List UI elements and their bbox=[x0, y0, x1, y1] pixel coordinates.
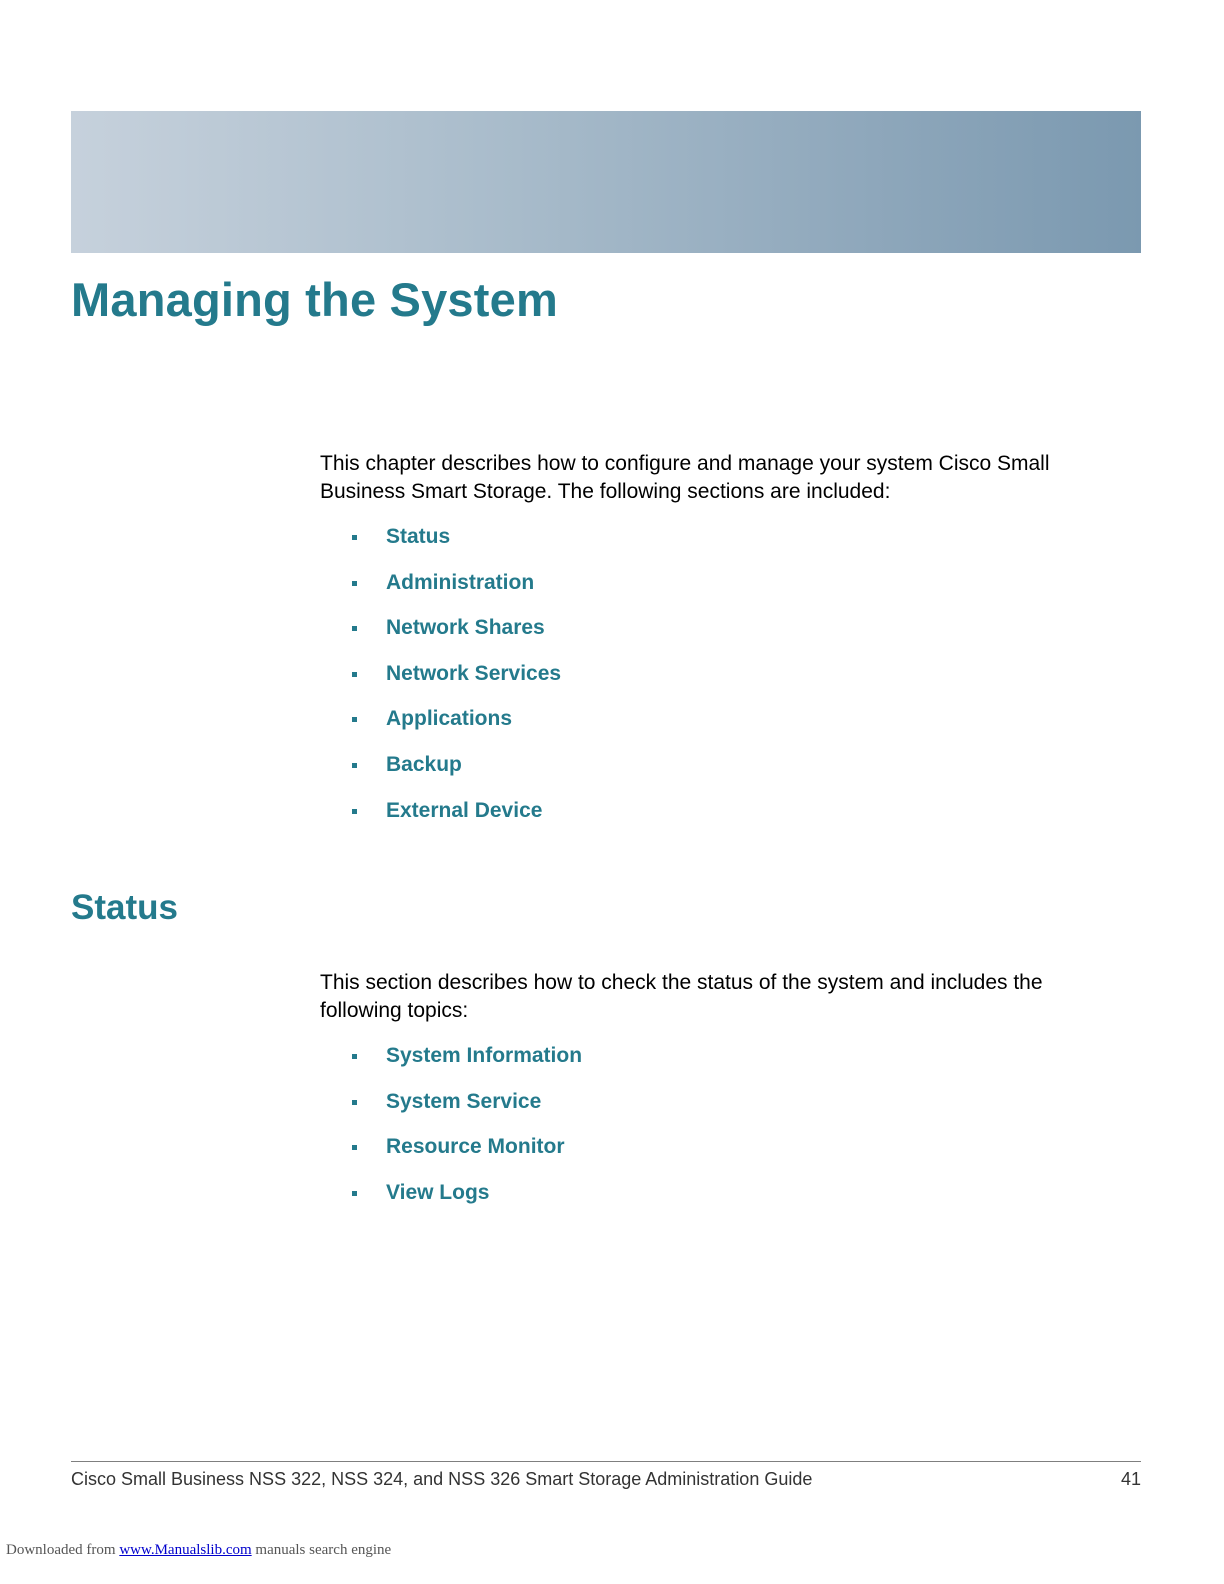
bullet-icon bbox=[352, 672, 357, 677]
bullet-icon bbox=[352, 1100, 357, 1105]
footer-guide-title: Cisco Small Business NSS 322, NSS 324, and NSS 326 Smart Storage Administration Guide bbox=[71, 1469, 813, 1489]
footer-divider bbox=[71, 1461, 1141, 1462]
topic-link-resource-monitor[interactable]: Resource Monitor bbox=[386, 1135, 565, 1159]
download-note-suffix: manuals search engine bbox=[251, 1542, 392, 1558]
section-link-network-services[interactable]: Network Services bbox=[386, 661, 562, 685]
status-topics-list bbox=[352, 1042, 582, 1224]
list-item bbox=[352, 1088, 582, 1134]
page-number: 41 bbox=[1120, 1469, 1141, 1489]
bullet-icon bbox=[352, 763, 357, 768]
bullet-icon bbox=[352, 717, 357, 722]
section-link-network-shares[interactable]: Network Shares bbox=[386, 616, 545, 640]
section-link-external-device[interactable]: External Device bbox=[386, 798, 543, 822]
list-item bbox=[352, 569, 561, 615]
status-section-intro: This section describes how to check the status of the system and includes the following topics: bbox=[320, 971, 1043, 1022]
section-link-applications[interactable]: Applications bbox=[386, 707, 513, 731]
bullet-icon bbox=[352, 626, 357, 631]
chapter-title: Managing the System bbox=[71, 273, 558, 326]
section-link-backup[interactable]: Backup bbox=[386, 752, 462, 776]
list-item bbox=[352, 797, 561, 843]
bullet-icon bbox=[352, 1191, 357, 1196]
list-item bbox=[352, 523, 561, 569]
list-item bbox=[352, 751, 561, 797]
bullet-icon bbox=[352, 1145, 357, 1150]
list-item bbox=[352, 614, 561, 660]
download-note bbox=[6, 1542, 391, 1559]
download-note-prefix: Downloaded from bbox=[6, 1542, 120, 1558]
chapter-sections-list bbox=[352, 523, 561, 842]
list-item bbox=[352, 1042, 582, 1088]
section-link-status[interactable]: Status bbox=[386, 525, 451, 548]
manualslib-link[interactable]: www.Manualslib.com bbox=[119, 1542, 252, 1558]
bullet-icon bbox=[352, 1054, 357, 1059]
topic-link-system-service[interactable]: System Service bbox=[386, 1089, 542, 1113]
list-item bbox=[352, 1179, 582, 1225]
topic-link-view-logs[interactable]: View Logs bbox=[386, 1180, 490, 1204]
section-link-administration[interactable]: Administration bbox=[386, 570, 535, 594]
status-section-title: Status bbox=[71, 888, 178, 927]
chapter-intro: This chapter describes how to configure and manage your system Cisco Small Business Smart Storage. The following sections are included: bbox=[320, 452, 1050, 503]
chapter-banner bbox=[71, 111, 1141, 253]
list-item bbox=[352, 705, 561, 751]
bullet-icon bbox=[352, 809, 357, 814]
list-item bbox=[352, 660, 561, 706]
bullet-icon bbox=[352, 581, 357, 586]
list-item bbox=[352, 1133, 582, 1179]
topic-link-system-information[interactable]: System Information bbox=[386, 1044, 583, 1067]
bullet-icon bbox=[352, 535, 357, 540]
